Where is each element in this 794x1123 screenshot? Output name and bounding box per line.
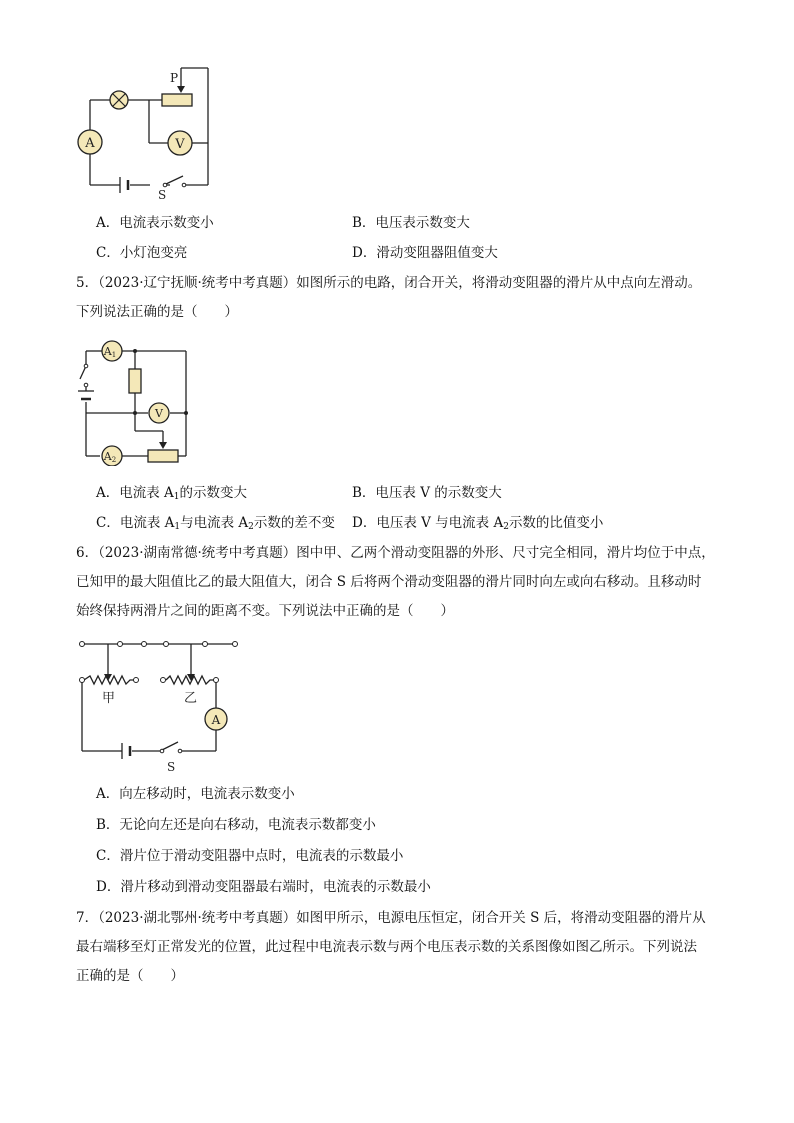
ammeter-label: A [211,713,221,727]
voltmeter-icon [149,403,169,423]
q6-stem [76,539,726,626]
switch-label: S [167,760,176,774]
slider-label: P [170,71,179,85]
rheostat-icon [162,94,192,106]
q4-option-a: A．电流表示数变小 [96,215,214,231]
q5-option-d [352,514,603,536]
subscript: 2 [248,522,254,532]
q5-stem [76,269,726,327]
ammeter-label: A [85,136,95,151]
ammeter-icon [205,708,227,730]
a2-subscript: 2 [111,456,117,464]
q5-option-a [96,484,247,506]
voltmeter-icon [168,131,192,155]
a1-subscript: 1 [111,351,117,359]
q5-option-c-text: C．电流表 A [96,515,175,531]
switch-icon [163,183,167,187]
q7-stem-line: 最右端移至灯正常发光的位置，此过程中电流表示数与两个电压表示数的关系图像如图乙所示。下列说法 [76,939,697,955]
q7-stem-line: 7．（2023·湖北鄂州·统考中考真题）如图甲所示，电源电压恒定，闭合开关 S 后，将滑动变阻器的滑片从 [76,910,706,926]
ammeter-a2-icon [102,446,122,466]
switch-icon [84,364,88,368]
resistor-icon [129,369,141,393]
voltmeter-label: V [155,407,163,420]
q5-option-d-text: D．电压表 V 与电流表 A [352,515,504,531]
q5-option-a-text: A．电流表 A [96,485,174,501]
q7-stem [76,904,726,991]
rheostat-icon [148,450,178,462]
a1-label: A [103,345,112,358]
subscript: 1 [174,522,181,532]
q6-stem-line: 6．（2023·湖南常德·统考中考真题）图中甲、乙两个滑动变阻器的外形、尺寸完全相同，滑片均位于中点， [76,545,715,561]
q5-stem-line: 下列说法正确的是（ ） [76,304,238,320]
q7-stem-line: 正确的是（ ） [76,968,184,984]
q5-option-d-text: 示数的比值变小 [508,515,604,531]
q5-stem-line: 5．（2023·辽宁抚顺·统考中考真题）如图所示的电路，闭合开关，将滑动变阻器的滑片从中点向左滑动。 [76,275,702,291]
battery-icon [120,177,128,193]
battery-icon [78,391,94,399]
q5-option-c [96,514,335,536]
q5-circuit-diagram [70,336,200,466]
q6-option-d: D．滑片移动到滑动变阻器最右端时，电流表的示数最小 [96,879,431,895]
q4-circuit-diagram [70,60,230,200]
q4-option-b: B．电压表示数变大 [352,215,470,231]
q6-circuit-diagram [70,632,240,777]
q6-option-c: C．滑片位于滑动变阻器中点时，电流表的示数最小 [96,848,404,864]
q6-stem-line: 始终保持两滑片之间的距离不变。下列说法中正确的是（ ） [76,603,454,619]
subscript: 1 [173,492,180,502]
ammeter-icon [78,130,102,154]
q6-option-a: A．向左移动时，电流表示数变小 [96,786,295,802]
q5-option-a-text: 的示数变大 [179,485,248,501]
rheostat-yi-label: 乙 [184,691,198,706]
q5-option-c-text: 示数的差不变 [253,515,335,531]
switch-label: S [158,188,167,200]
a2-label: A [103,450,112,463]
q5-option-b: B．电压表 V 的示数变大 [352,485,502,501]
subscript: 2 [503,522,509,532]
q4-option-c: C．小灯泡变亮 [96,245,188,261]
ammeter-a1-icon [102,341,122,361]
rheostat-jia-label: 甲 [102,691,116,706]
q6-option-b: B．无论向左还是向右移动，电流表示数都变小 [96,817,376,833]
voltmeter-label: V [175,137,185,152]
battery-icon [122,743,130,759]
lamp-icon [110,91,128,109]
q5-option-c-text: 与电流表 A [180,515,249,531]
q6-stem-line: 已知甲的最大阻值比乙的最大阻值大，闭合 S 后将两个滑动变阻器的滑片同时向左或向右移动。且移动时 [76,574,702,590]
q4-option-d: D．滑动变阻器阻值变大 [352,245,498,261]
